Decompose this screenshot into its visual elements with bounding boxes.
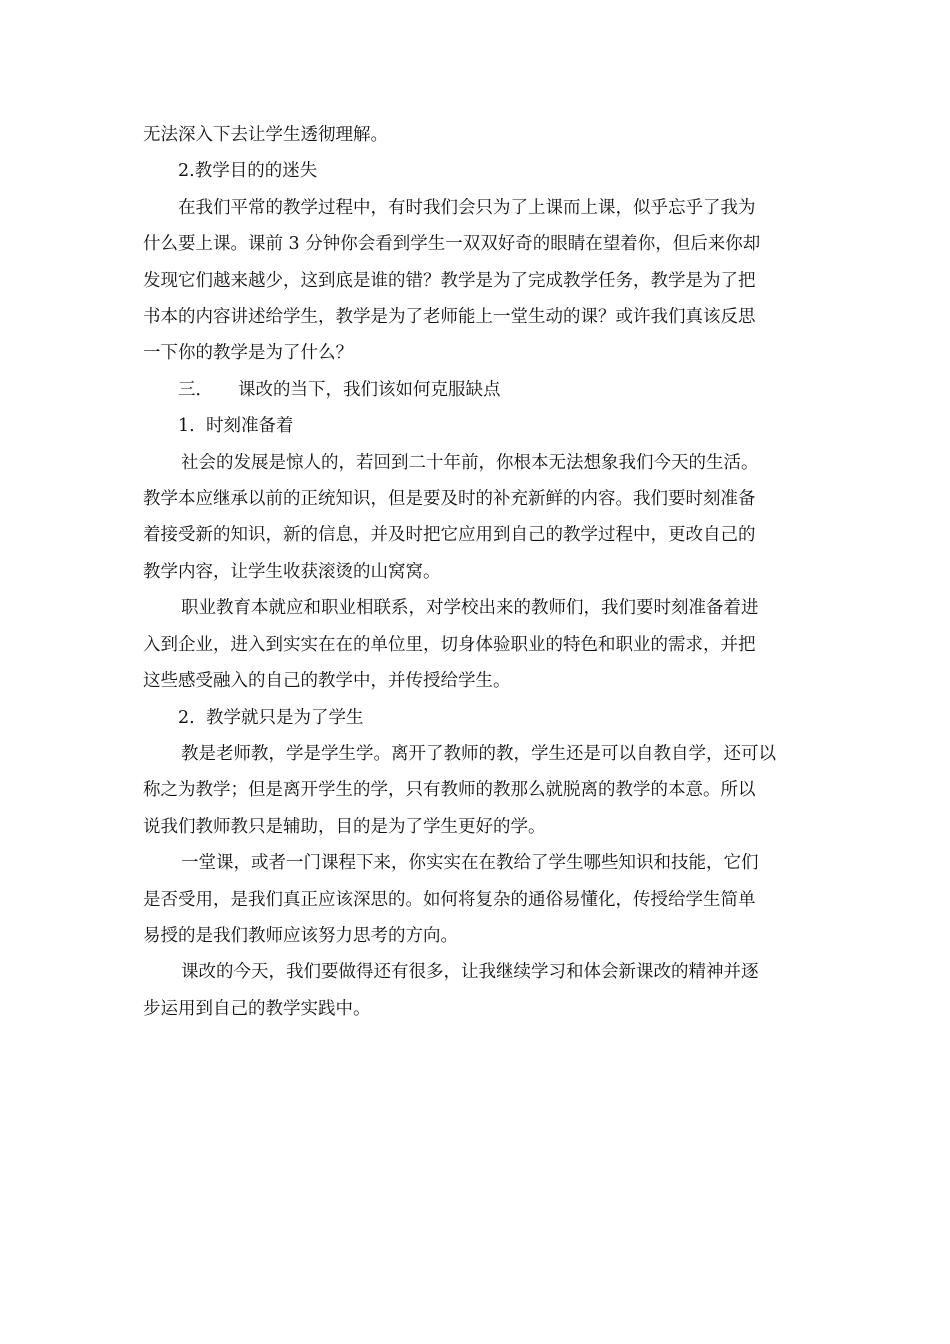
paragraph-line: 这些感受融入的自己的教学中，并传授给学生。 <box>143 671 511 692</box>
paragraph-line: 教学内容，让学生收获滚烫的山窝窝。 <box>143 561 441 582</box>
list-number: 1. <box>178 416 195 437</box>
list-item-heading-1 <box>143 408 811 444</box>
list-item-title: 时刻准备着 <box>206 416 294 437</box>
paragraph-line: 着接受新的知识，新的信息，并及时把它应用到自己的教学过程中，更改自己的 <box>143 525 756 546</box>
paragraph-line: 无法深入下去让学生透彻理解。 <box>143 125 388 145</box>
paragraph-line: 说我们教师教只是辅助，目的是为了学生更好的学。 <box>143 816 546 837</box>
paragraph-line: 入到企业，进入到实实在在的单位里，切身体验职业的特色和职业的需求，并把 <box>143 634 756 655</box>
paragraph-line: 职业教育本就应和职业相联系，对学校出来的教师们，我们要时刻准备着进 <box>181 598 759 619</box>
paragraph-line: 书本的内容讲述给学生，教学是为了老师能上一堂生动的课？或许我们真该反思 <box>143 307 756 328</box>
paragraph-line: 是否受用，是我们真正应该深思的。如何将复杂的通俗易懂化，传授给学生简单 <box>143 889 756 910</box>
paragraph-line: 步运用到自己的教学实践中。 <box>143 998 371 1019</box>
paragraph-line: 教学本应继承以前的正统知识，但是要及时的补充新鲜的内容。我们要时刻准备 <box>143 489 756 510</box>
paragraph-line: 课改的今天，我们要做得还有很多，让我继续学习和体会新课改的精神并逐 <box>181 962 759 983</box>
paragraph-line: 教是老师教，学是学生学。离开了教师的教，学生还是可以自教自学，还可以 <box>181 743 776 764</box>
paragraph-line: 一堂课，或者一门课程下来，你实实在在教给了学生哪些知识和技能，它们 <box>181 853 759 874</box>
paragraph-line: 发现它们越来越少，这到底是谁的错？教学是为了完成教学任务，教学是为了把 <box>143 270 756 291</box>
subheading-teaching-purpose: 2.教学目的的迷失 <box>178 161 318 182</box>
list-number: 2. <box>178 707 195 728</box>
section-heading-3 <box>143 372 811 408</box>
paragraph-line: 什么要上课。课前 3 分钟你会看到学生一双双好奇的眼睛在望着你，但后来你却 <box>143 234 761 255</box>
paragraph-line: 称之为教学；但是离开学生的学，只有教师的教那么就脱离的教学的本意。所以 <box>143 780 756 801</box>
list-item-heading-2 <box>143 700 811 736</box>
document-page <box>143 117 811 1027</box>
list-item-title: 教学就只是为了学生 <box>206 707 364 728</box>
paragraph-line: 一下你的教学是为了什么？ <box>143 343 353 364</box>
section-number: 三． <box>178 379 213 400</box>
section-title: 课改的当下，我们该如何克服缺点 <box>238 379 501 400</box>
paragraph-line: 社会的发展是惊人的，若回到二十年前，你根本无法想象我们今天的生活。 <box>181 452 759 473</box>
paragraph-line: 在我们平常的教学过程中，有时我们会只为了上课而上课，似乎忘乎了我为 <box>178 197 756 218</box>
paragraph-line: 易授的是我们教师应该努力思考的方向。 <box>143 925 458 946</box>
